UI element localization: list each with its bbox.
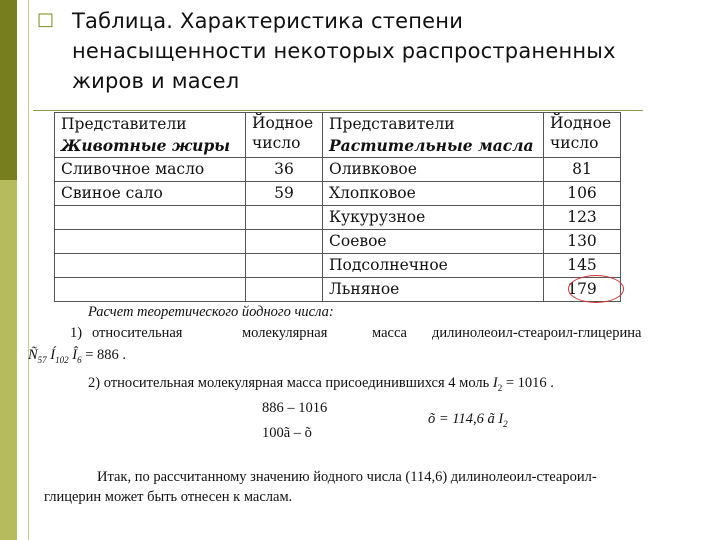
bullet-icon: □ [37,9,55,30]
step1-word: дилинолеоил-стеароил-глицерина [432,325,642,341]
fraction-denominator: 100ã – õ [262,425,312,441]
fat-name [55,230,246,254]
header-label: Представители [61,115,187,133]
header-label: число [550,134,599,152]
step2-text: 2) относительная молекулярная масса присоединившихся 4 моль [88,375,493,391]
step1-word: молекулярная [242,325,328,341]
table-row [55,206,621,230]
fat-iodine-value [246,230,323,254]
fat-iodine-value: 36 [246,158,323,182]
table-row [55,158,621,182]
header-label: число [252,134,301,152]
sidebar-divider [28,0,29,540]
iodine-table [54,112,621,302]
group-animal-fats: Животные жиры [61,136,230,155]
header-label: Йодное [252,114,314,132]
table-row [55,230,621,254]
conclusion-line-1: Итак, по рассчитанному значению йодного числа (114,6) дилинолеоил-стеароил- [97,469,597,485]
calc-title: Расчет теоретического йодного числа: [88,304,334,320]
sidebar-accent-dark [0,0,17,180]
oil-name: Хлопковое [323,182,544,206]
heading-line-2: ненасыщенности некоторых распространенных [72,39,616,63]
step2-line [88,375,554,393]
step1-word: масса [372,325,407,341]
oil-name: Подсолнечное [323,254,544,278]
heading-rule [33,110,643,111]
formula-symbol: Í [50,347,56,363]
result-subscript: 2 [503,418,508,429]
step1-number: 1) [70,325,83,341]
header-iodine-right [544,113,621,158]
fat-name: Сливочное масло [55,158,246,182]
fat-name [55,254,246,278]
fat-iodine-value: 59 [246,182,323,206]
oil-name: Соевое [323,230,544,254]
group-vegetable-oils: Растительные масла [329,136,534,155]
step1-word: относительная [92,325,183,341]
header-label: Йодное [550,114,612,132]
table-row [55,278,621,302]
header-label: Представители [329,115,455,133]
fraction-numerator: 886 – 1016 [262,400,328,416]
conclusion-line-2: глицерин может быть отнесен к маслам. [44,489,293,505]
highlight-circle [568,275,624,303]
iodine-number-result [428,411,508,429]
fat-iodine-value [246,206,323,230]
iodine-symbol: I [492,375,498,391]
oil-name: Льняное [323,278,544,302]
table-row [55,182,621,206]
table-header-row [55,113,621,158]
formula-subscript: 57 [37,354,47,365]
fat-name [55,206,246,230]
step2-result: = 1016 . [502,375,554,391]
oil-iodine-value: 81 [544,158,621,182]
fat-iodine-value [246,254,323,278]
slide-heading [72,6,712,96]
result-text: õ = 114,6 ã I [428,411,504,427]
header-iodine-left [246,113,323,158]
fat-name [55,278,246,302]
iodine-subscript: 2 [497,382,503,393]
oil-iodine-value: 179 [544,278,621,302]
header-representatives-left [55,113,246,158]
formula-symbol: Î [72,347,78,363]
oil-iodine-value: 130 [544,230,621,254]
header-representatives-right [323,113,544,158]
sidebar-accent-light [0,180,17,540]
oil-iodine-value: 123 [544,206,621,230]
heading-line-1: Таблица. Характеристика степени [72,9,464,33]
oil-name: Оливковое [323,158,544,182]
oil-name: Кукурузное [323,206,544,230]
fat-iodine-value [246,278,323,302]
formula-result: = 886 . [81,347,127,363]
formula-subscript: 6 [77,354,82,365]
formula-subscript: 102 [55,354,69,365]
oil-iodine-value: 145 [544,254,621,278]
molar-mass-formula [28,347,126,365]
oil-iodine-value: 106 [544,182,621,206]
formula-symbol: Ñ [28,347,38,363]
fat-name: Свиное сало [55,182,246,206]
conclusion-text [44,467,692,507]
heading-line-3: жиров и масел [72,69,240,93]
table-row [55,254,621,278]
